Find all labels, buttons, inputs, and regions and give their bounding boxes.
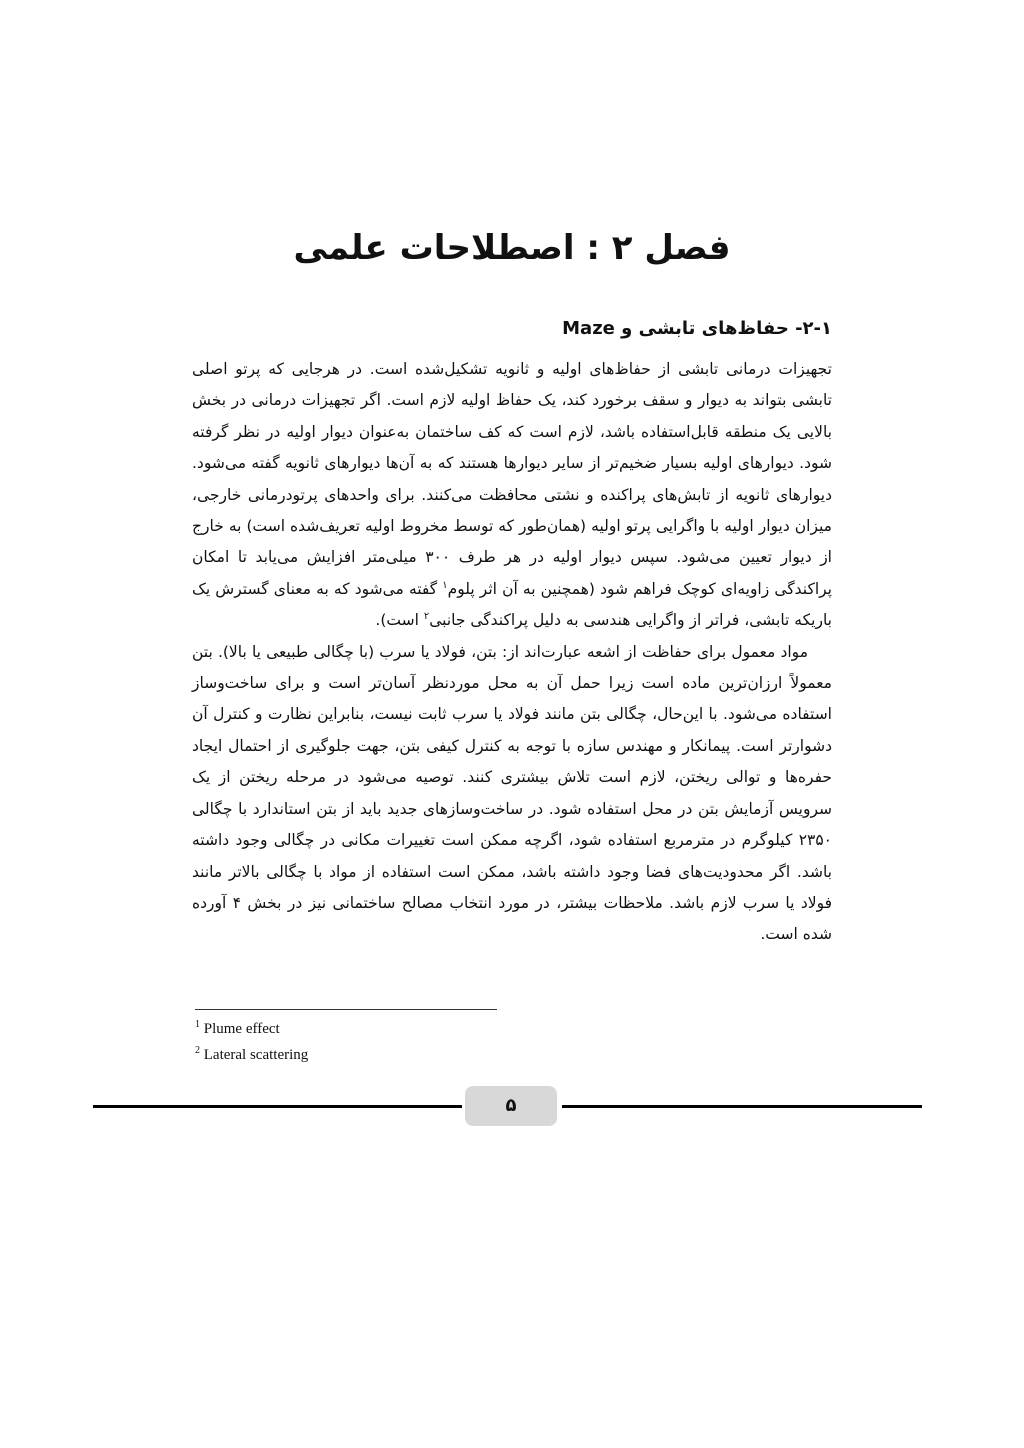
- paragraph-1-text-c: است).: [375, 611, 424, 630]
- paragraph-2: مواد معمول برای حفاظت از اشعه عبارت‌اند از: بتن، فولاد یا سرب (با چگالی طبیعی یا بالا). بتن معمولاً ارزان‌ترین ماده است زیرا حمل آن به محل موردنظر آسان‌تر است و برای ساخت‌وساز استفاده می‌شود. با این‌حال، چگالی بتن مانند فولاد یا سرب ثابت نیست، بنابراین نظارت و کنترل آن دشوارتر است. پیمانکار و مهندس سازه با توجه به کنترل کیفی بتن، جهت جلوگیری از احتمال ایجاد حفره‌ها و توالی ریختن، لازم است تلاش بیشتری کنند. توصیه می‌شود در مرحله ریختن از یک سرویس آزمایش بتن در محل استفاده شود. در ساخت‌وسازهای جدید باید از بتن استاندارد با چگالی ۲۳۵۰ کیلوگرم در مترمربع استفاده شود، اگرچه ممکن است تغییرات مکانی در چگالی وجود داشته باشد. اگر محدودیت‌های فضا وجود داشته باشد، ممکن است استفاده از مواد با چگالی بالاتر مانند فولاد یا سرب لازم باشد. ملاحظات بیشتر، در مورد انتخاب مصالح ساختمانی نیز در بخش ۴ آورده شده است.: [192, 642, 833, 944]
- footnote-1-number: 1: [195, 1019, 200, 1030]
- footnote-2-text: Lateral scattering: [203, 1047, 309, 1063]
- footnote-2: [195, 1042, 595, 1068]
- page-rule-left: [93, 1105, 462, 1108]
- footnote-1-text: Plume effect: [203, 1021, 280, 1037]
- footnote-divider: [195, 1009, 497, 1010]
- page-rule-right: [562, 1105, 922, 1108]
- page-number: ۵: [465, 1086, 557, 1126]
- paragraph-1: [192, 354, 832, 637]
- body-text: [192, 354, 832, 951]
- paragraph-1-text-a: تجهیزات درمانی تابشی از حفاظ‌های اولیه و ثانویه تشکیل‌شده است. در هرجایی که پرتو اصلی تابشی بتواند به دیوار و سقف برخورد کند، یک حفاظ اولیه لازم است. اگر تجهیزات درمانی در بخش بالایی یک منطقه قابل‌استفاده باشد، لازم است که کف ساختمان به‌عنوان دیوار اولیه در نظر گرفته شود. دیوارهای اولیه بسیار ضخیم‌تر از سایر دیوارها هستند که به آن‌ها دیوارهای ثانویه گفته می‌شود. دیوارهای ثانویه از تابش‌های پراکنده و نشتی محافظت می‌کنند. برای واحدهای پرتودرمانی خارجی، میزان دیوار اولیه با واگرایی پرتو اولیه (همان‌طور که توسط مخروط اولیه تعریف‌شده است) به خارج از دیوار تعیین می‌شود. سپس دیوار اولیه در هر طرف ۳۰۰ میلی‌متر افزایش می‌یابد تا امکان پراکندگی زاویه‌ای کوچک فراهم شود (همچنین به آن اثر پلوم: [192, 360, 833, 598]
- paragraph-1-text-b: گفته می‌شود که به معنای گسترش یک باریکه تابشی، فراتر از واگرایی هندسی به دلیل پراکندگی جانبی: [192, 579, 832, 630]
- footnote-2-number: 2: [195, 1045, 200, 1056]
- footnotes: [195, 1016, 595, 1068]
- chapter-title: فصل ۲ : اصطلاحات علمی: [293, 228, 731, 268]
- footnote-ref-1: ۱: [442, 579, 448, 591]
- footnote-ref-2: ۲: [423, 611, 430, 623]
- section-heading: ۲-۱- حفاظ‌های تابشی و Maze: [562, 318, 832, 339]
- footnote-1: [195, 1016, 595, 1042]
